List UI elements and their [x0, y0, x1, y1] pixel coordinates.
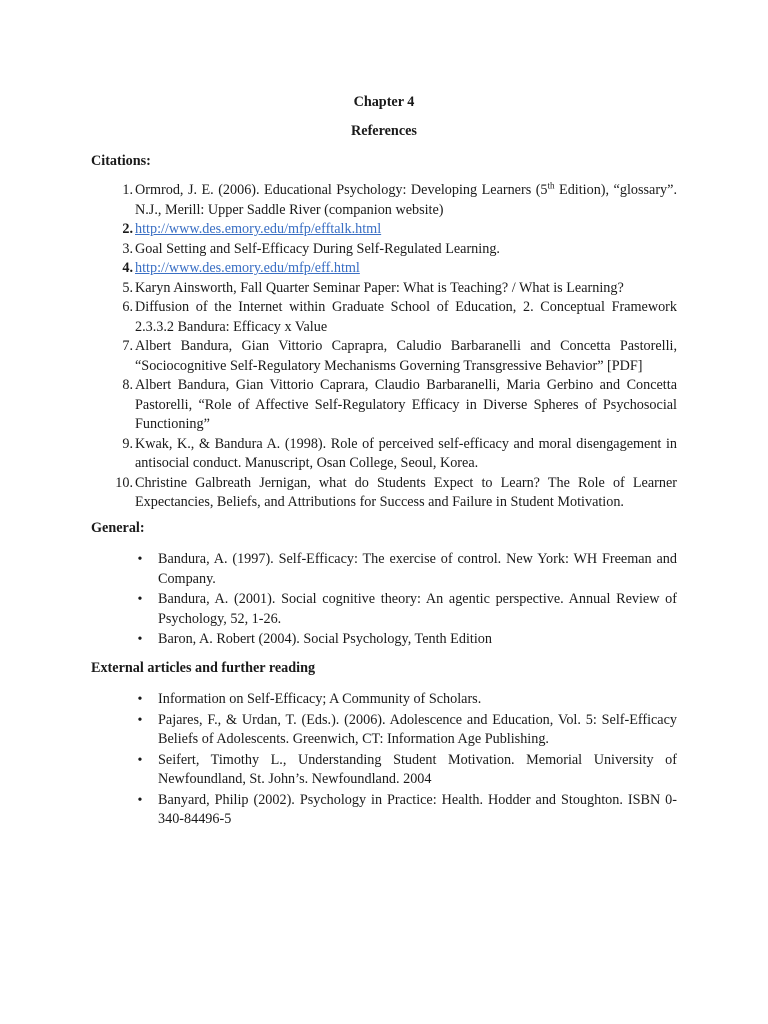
bullet-dot-icon: •	[137, 752, 143, 768]
citation-item-7	[91, 337, 677, 376]
citation-text: Diffusion of the Internet within Graduate School of Education, 2. Conceptual Framework 2.3.3.2 Bandura: Efficacy x Value	[135, 299, 677, 335]
citation-text: Kwak, K., & Bandura A. (1998). Role of perceived self-efficacy and moral disengagement in antisocial conduct. Manuscript, Osan College, Seoul, Korea.	[135, 435, 677, 471]
citation-item-3	[91, 240, 677, 260]
bullet-dot-icon: •	[137, 692, 143, 707]
external-item-text: Banyard, Philip (2002). Psychology in Practice: Health. Hodder and Stoughton. ISBN 0-340-84496-5	[158, 791, 677, 827]
citation-number: 6.	[122, 299, 133, 315]
citation-number: 3.	[122, 240, 133, 257]
citations-heading: Citations:	[91, 153, 151, 169]
citation-text: Karyn Ainsworth, Fall Quarter Seminar Paper: What is Teaching? / What is Learning?	[135, 279, 624, 296]
general-item-text: Baron, A. Robert (2004). Social Psychology, Tenth Edition	[158, 631, 492, 647]
citation-superscript: th	[547, 180, 555, 191]
citation-item-4	[91, 259, 677, 279]
citation-item-9	[91, 435, 677, 474]
general-heading: General:	[91, 520, 145, 536]
external-reading-list	[91, 690, 677, 831]
citation-number: 2.	[122, 221, 133, 237]
general-item-text: Bandura, A. (1997). Self-Efficacy: The exercise of control. New York: WH Freeman and Company.	[158, 551, 677, 587]
citation-text: Albert Bandura, Gian Vittorio Caprara, Claudio Barbaranelli, Maria Gerbino and Concetta Pastorelli, “Role of Affective Self-Regulatory Efficacy in Diverse Spheres of Psychosocial Functioning”	[135, 377, 677, 432]
external-item	[91, 751, 677, 790]
citation-number: 10.	[115, 474, 133, 491]
citation-link[interactable]: http://www.des.emory.edu/mfp/eff.html	[135, 260, 360, 276]
external-item	[91, 791, 677, 830]
citation-number: 4.	[122, 260, 133, 276]
citation-link[interactable]: http://www.des.emory.edu/mfp/efftalk.html	[135, 221, 382, 237]
external-item	[91, 711, 677, 750]
bullet-dot-icon: •	[137, 792, 143, 808]
citation-number: 1.	[122, 182, 133, 198]
citation-text: Christine Galbreath Jernigan, what do Students Expect to Learn? The Role of Learner Expectancies, Beliefs, and Attributions for Success and Failure in Student Motivation.	[135, 474, 677, 510]
general-item	[91, 550, 677, 589]
general-item-text: Bandura, A. (2001). Social cognitive theory: An agentic perspective. Annual Review of Psychology, 52, 1-26.	[158, 591, 677, 627]
citation-number: 8.	[122, 377, 133, 393]
bullet-dot-icon: •	[137, 632, 143, 647]
external-item-text: Information on Self-Efficacy; A Community of Scholars.	[158, 691, 482, 707]
general-item	[91, 630, 677, 650]
chapter-label: Chapter 4	[353, 94, 415, 110]
citation-item-1	[91, 181, 677, 220]
external-reading-heading: External articles and further reading	[91, 660, 316, 676]
citation-item-6	[91, 298, 677, 337]
external-item-text: Pajares, F., & Urdan, T. (Eds.). (2006). Adolescence and Education, Vol. 5: Self-Efficacy Beliefs of Adolescents. Greenwich, CT: Information Age Publishing.	[158, 711, 677, 747]
citation-number: 7.	[122, 338, 133, 354]
citation-text: Goal Setting and Self-Efficacy During Self-Regulated Learning.	[135, 240, 500, 257]
citation-number: 9.	[122, 435, 133, 452]
citation-item-8	[91, 376, 677, 435]
citation-text: Ormrod, J. E. (2006). Educational Psychology: Developing Learners (5	[135, 182, 548, 198]
bullet-dot-icon: •	[137, 592, 143, 607]
external-item-text: Seifert, Timothy L., Understanding Student Motivation. Memorial University of Newfoundland, St. John’s. Newfoundland. 2004	[158, 751, 677, 787]
citations-list	[91, 181, 677, 513]
page-title: References	[351, 123, 417, 139]
bullet-dot-icon: •	[137, 712, 143, 728]
citation-item-10	[91, 474, 677, 513]
citation-item-2	[91, 220, 677, 240]
general-item	[91, 590, 677, 629]
citation-text: Albert Bandura, Gian Vittorio Caprapra, Caludio Barbaranelli and Concetta Pastorelli, “Sociocognitive Self-Regulatory Mechanisms Governing Transgressive Behavior” [PDF]	[135, 338, 677, 374]
citation-text-continued: Edition), “glossary”. N.J., Merill: Upper Saddle River (companion website)	[135, 182, 677, 218]
citation-item-5	[91, 279, 677, 299]
bullet-dot-icon: •	[137, 552, 143, 567]
citation-number: 5.	[122, 279, 133, 296]
external-item	[91, 690, 677, 710]
general-list	[91, 550, 677, 651]
